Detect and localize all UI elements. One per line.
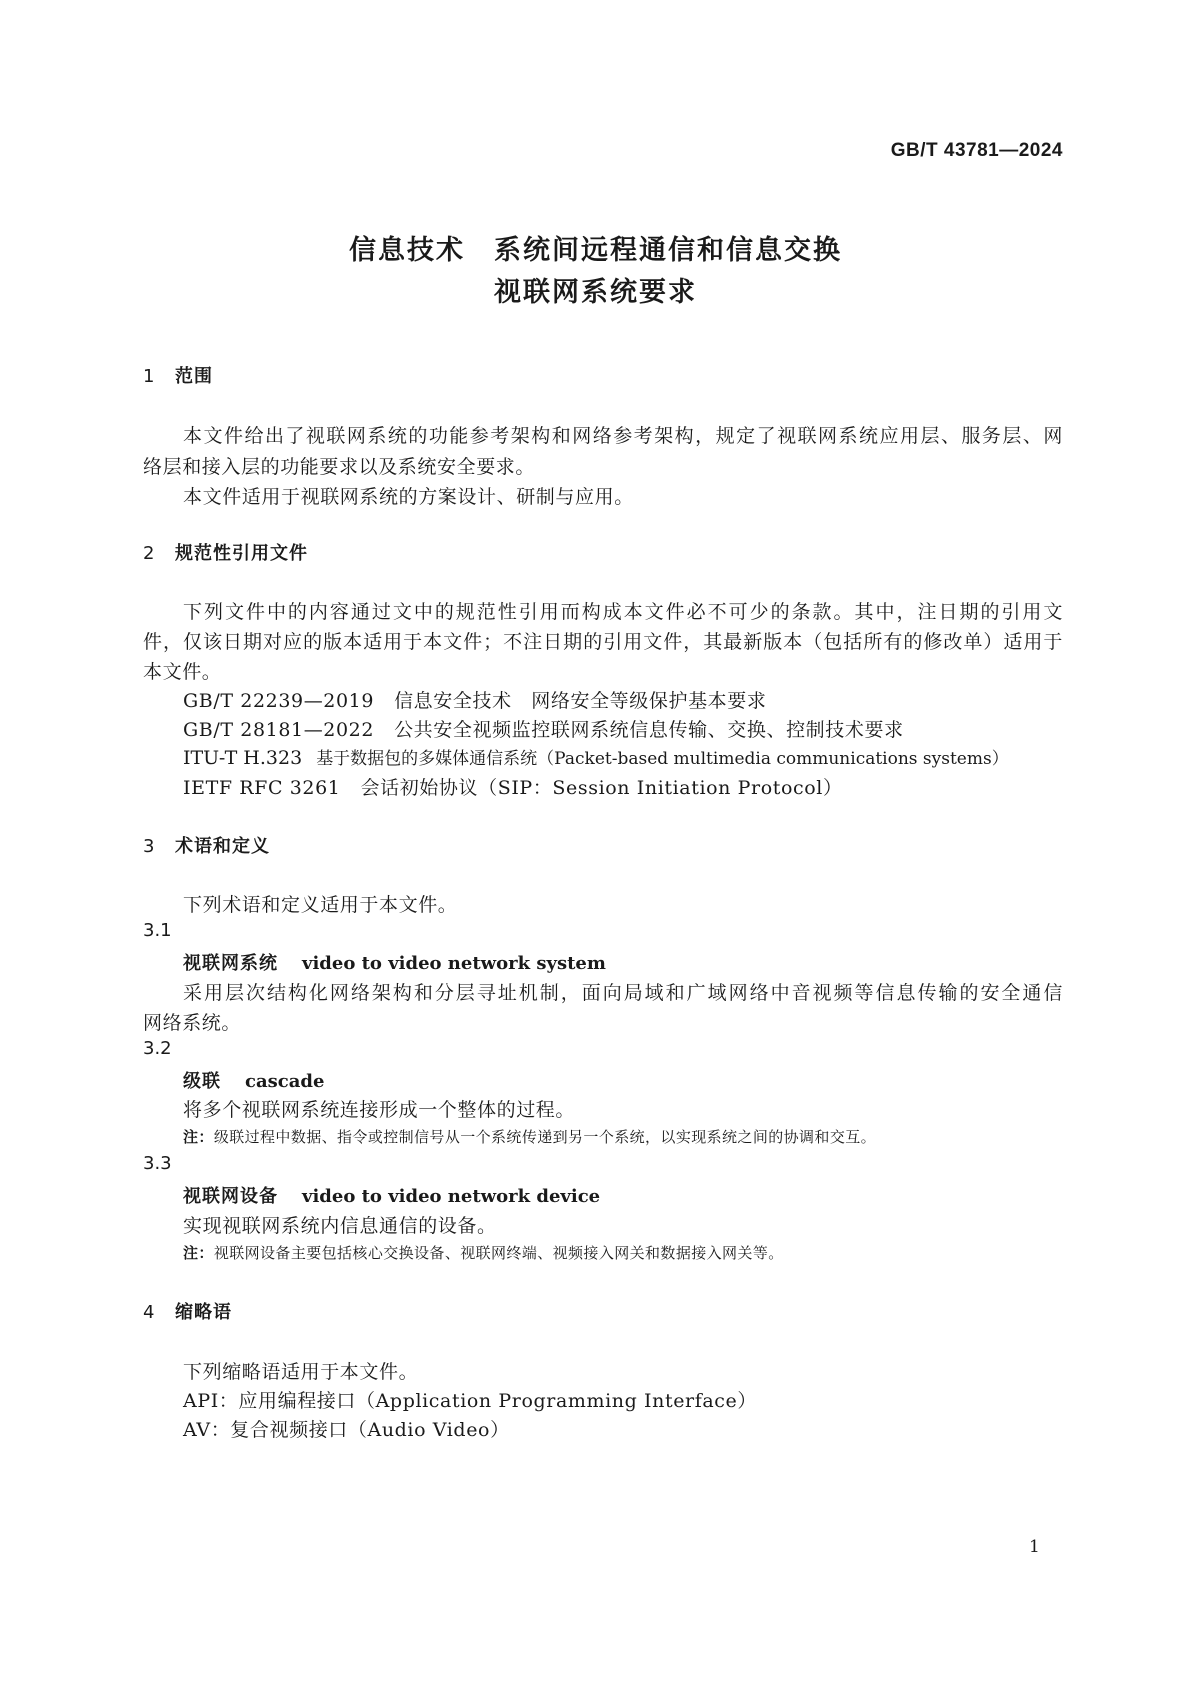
reference-item [183,686,766,713]
note-label: 注： [183,1244,214,1262]
section-1-heading [143,362,213,388]
sec3-intro: 下列术语和定义适用于本文件。 [183,894,458,916]
note-label: 注： [183,1128,214,1146]
sec1-paragraph-line-1: 本文件给出了视联网系统的功能参考架构和网络参考架构，规定了视联网系统应用层、服务层、网 [183,425,1063,447]
term-number: 3.1 [143,920,172,941]
section-title: 范围 [175,366,213,387]
term-heading [183,1182,600,1208]
term-heading [183,1067,324,1093]
document-code: GB/T 43781—2024 [890,140,1063,161]
section-title: 规范性引用文件 [175,543,308,564]
reference-item [183,715,904,742]
reference-code: ITU-T H.323 [183,747,303,769]
term-heading [183,949,606,975]
abbreviation-item: AV：复合视频接口（Audio Video） [183,1419,510,1441]
term-english: video to video network device [302,1186,601,1207]
term-note [183,1242,784,1263]
section-2-heading [143,539,308,565]
reference-item [183,744,1009,769]
title-line-1: 信息技术 系统间远程通信和信息交换 [349,235,842,266]
reference-item [183,773,843,800]
page-number: 1 [1029,1537,1040,1557]
term-chinese: 级联 [183,1071,221,1092]
reference-title: 公共安全视频监控联网系统信息传输、交换、控制技术要求 [394,719,904,741]
term-definition-line-2: 网络系统。 [143,1012,242,1034]
abbreviation-item: API：应用编程接口（Application Programming Interface） [183,1390,757,1412]
term-chinese: 视联网系统 [183,953,278,974]
reference-code: GB/T 28181—2022 [183,719,375,741]
sec1-paragraph-line-2: 络层和接入层的功能要求以及系统安全要求。 [143,456,536,478]
sec4-intro: 下列缩略语适用于本文件。 [183,1361,419,1383]
section-number: 4 [143,1302,156,1323]
term-number: 3.3 [143,1153,172,1174]
reference-code: IETF RFC 3261 [183,777,341,799]
term-definition: 实现视联网系统内信息通信的设备。 [183,1215,497,1237]
section-number: 3 [143,836,156,857]
sec2-paragraph-line-3: 本文件。 [143,661,222,683]
reference-title: 基于数据包的多媒体通信系统（Packet-based multimedia communications systems） [316,749,1009,769]
reference-title: 信息安全技术 网络安全等级保护基本要求 [394,690,767,712]
term-english: cascade [245,1071,325,1092]
sec2-paragraph-line-2: 件，仅该日期对应的版本适用于本文件；不注日期的引用文件，其最新版本（包括所有的修改单）适用于 [143,631,1063,653]
title-line-2: 视联网系统要求 [494,277,697,308]
section-number: 2 [143,543,156,564]
term-chinese: 视联网设备 [183,1186,278,1207]
section-4-heading [143,1298,232,1324]
term-definition-line-1: 采用层次结构化网络架构和分层寻址机制，面向局域和广域网络中音视频等信息传输的安全通信 [183,982,1063,1004]
note-text: 级联过程中数据、指令或控制信号从一个系统传递到另一个系统，以实现系统之间的协调和交互。 [213,1128,877,1146]
section-3-heading [143,832,270,858]
term-definition: 将多个视联网系统连接形成一个整体的过程。 [183,1099,576,1121]
section-number: 1 [143,366,156,387]
section-title: 术语和定义 [175,836,270,857]
sec1-paragraph-2: 本文件适用于视联网系统的方案设计、研制与应用。 [183,486,634,508]
sec2-paragraph-line-1: 下列文件中的内容通过文中的规范性引用而构成本文件必不可少的条款。其中，注日期的引用文 [183,601,1063,623]
term-number: 3.2 [143,1038,172,1059]
reference-code: GB/T 22239—2019 [183,690,375,712]
reference-title: 会话初始协议（SIP：Session Initiation Protocol） [360,777,843,799]
term-note [183,1126,876,1147]
note-text: 视联网设备主要包括核心交换设备、视联网终端、视频接入网关和数据接入网关等。 [213,1244,784,1262]
section-title: 缩略语 [175,1302,232,1323]
term-english: video to video network system [302,953,606,974]
